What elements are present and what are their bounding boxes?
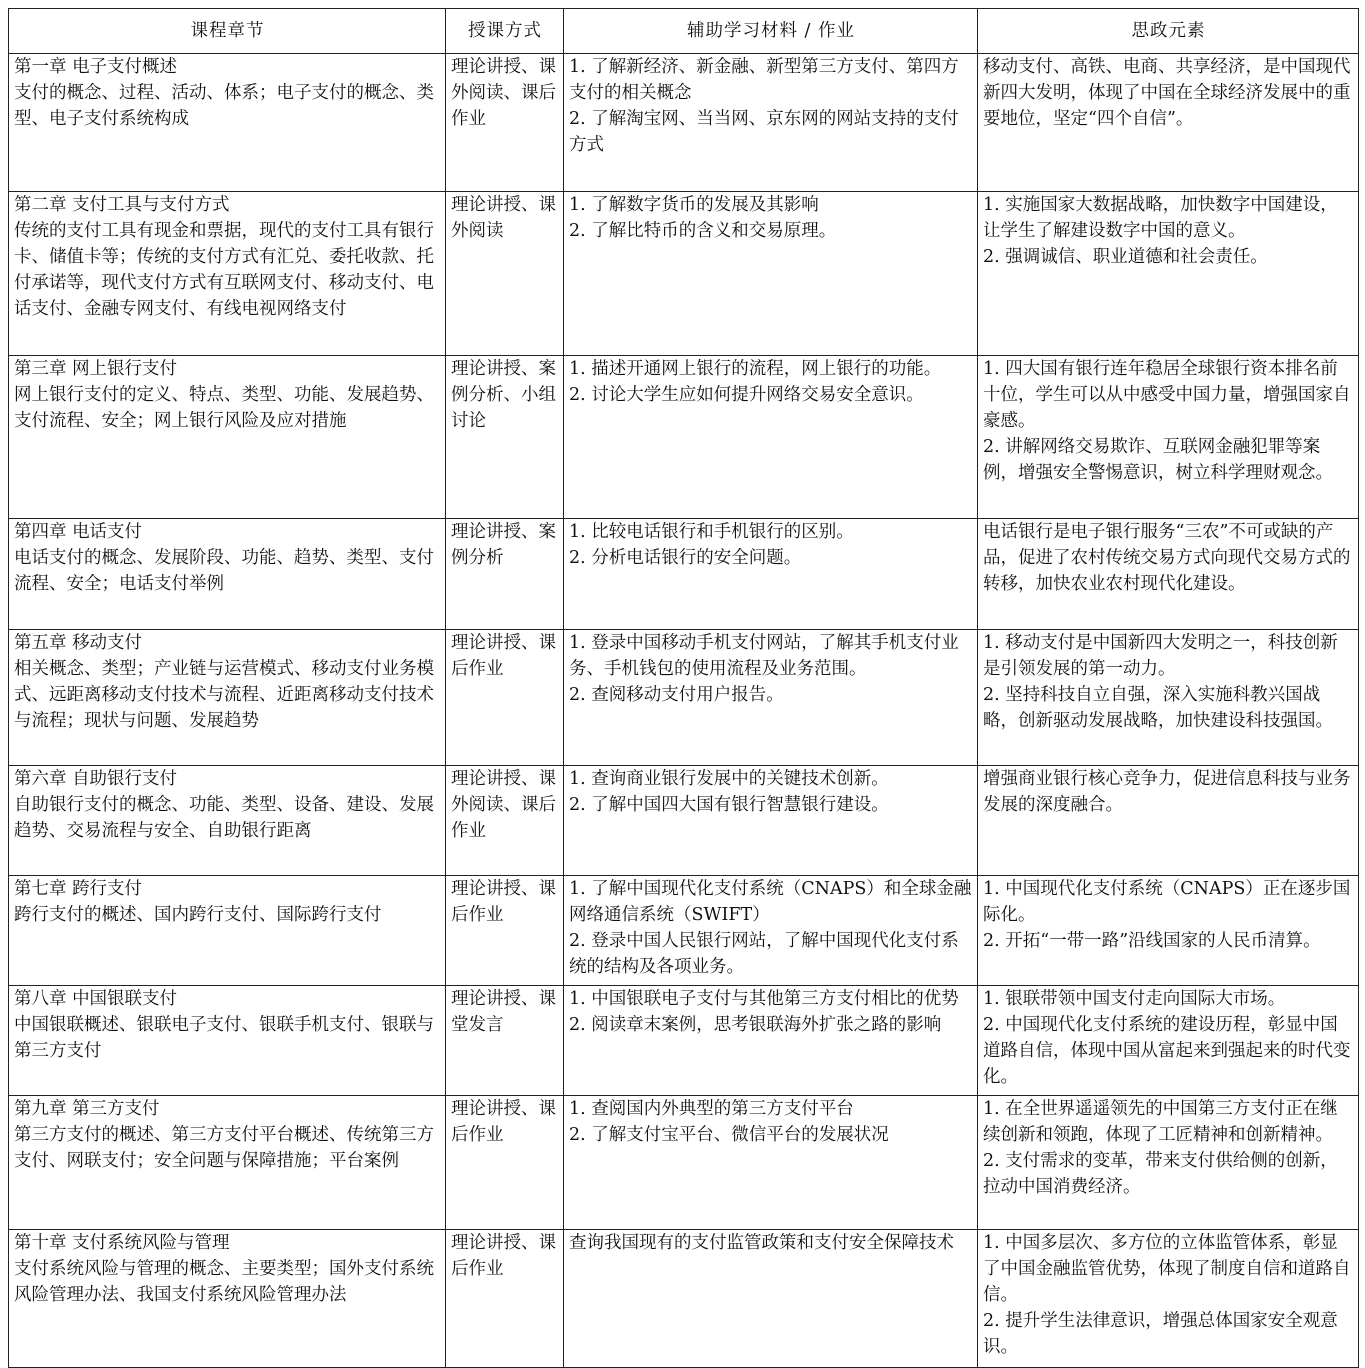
header-materials: 辅助学习材料 / 作业: [564, 9, 978, 54]
method-cell: 理论讲授、案例分析: [446, 519, 564, 630]
ideology-cell: [978, 766, 1359, 876]
chapter-desc: 网上银行支付的定义、特点、类型、功能、发展趋势、支付流程、安全；网上银行风险及应对措施: [14, 385, 434, 431]
chapter-cell: [9, 1230, 446, 1368]
ideology-cell: [978, 1230, 1359, 1368]
ideology-text: 1. 四大国有银行连年稳居全球银行资本排名前十位，学生可以从中感受中国力量，增强国家自豪感。 2. 讲解网络交易欺诈、互联网金融犯罪等案例，增强安全警惕意识，树立科学理财观念。: [983, 359, 1351, 483]
chapter-title: 第一章 电子支付概述: [14, 57, 178, 77]
ideology-cell: [978, 986, 1359, 1096]
materials-cell: [564, 986, 978, 1096]
method-cell: 理论讲授、课外阅读、课后作业: [446, 766, 564, 876]
ideology-text: 1. 中国多层次、多方位的立体监管体系，彰显了中国金融监管优势，体现了制度自信和道路自信。 2. 提升学生法律意识，增强总体国家安全观意识。: [983, 1233, 1351, 1357]
materials-cell: [564, 1230, 978, 1368]
chapter-desc: 跨行支付的概述、国内跨行支付、国际跨行支付: [14, 905, 382, 925]
table-row: [9, 54, 1359, 192]
chapter-cell: [9, 54, 446, 192]
ideology-cell: [978, 519, 1359, 630]
materials-cell: [564, 876, 978, 986]
ideology-cell: [978, 192, 1359, 356]
method-cell: 理论讲授、课后作业: [446, 630, 564, 766]
chapter-cell: [9, 356, 446, 519]
chapter-title: 第九章 第三方支付: [14, 1099, 160, 1119]
chapter-title: 第四章 电话支付: [14, 522, 143, 542]
table-row: [9, 766, 1359, 876]
method-cell: 理论讲授、课后作业: [446, 1230, 564, 1368]
materials-text: 1. 查阅国内外典型的第三方支付平台 2. 了解支付宝平台、微信平台的发展状况: [569, 1099, 889, 1145]
table-row: [9, 986, 1359, 1096]
chapter-desc: 第三方支付的概述、第三方支付平台概述、传统第三方支付、网联支付；安全问题与保障措施；平台案例: [14, 1125, 434, 1171]
method-cell: 理论讲授、课外阅读: [446, 192, 564, 356]
table-row: [9, 192, 1359, 356]
ideology-text: 1. 移动支付是中国新四大发明之一，科技创新是引领发展的第一动力。 2. 坚持科技自立自强，深入实施科教兴国战略，创新驱动发展战略，加快建设科技强国。: [983, 633, 1338, 731]
ideology-text: 1. 银联带领中国支付走向国际大市场。 2. 中国现代化支付系统的建设历程，彰显中国道路自信，体现中国从富起来到强起来的时代变化。: [983, 989, 1351, 1087]
method-cell: 理论讲授、课外阅读、课后作业: [446, 54, 564, 192]
materials-cell: [564, 192, 978, 356]
table-row: [9, 356, 1359, 519]
chapter-desc: 电话支付的概念、发展阶段、功能、趋势、类型、支付流程、安全；电话支付举例: [14, 548, 434, 594]
chapter-title: 第七章 跨行支付: [14, 879, 143, 899]
chapter-cell: [9, 876, 446, 986]
materials-cell: [564, 54, 978, 192]
materials-cell: [564, 519, 978, 630]
ideology-text: 1. 实施国家大数据战略，加快数字中国建设，让学生了解建设数字中国的意义。 2. 强调诚信、职业道德和社会责任。: [983, 195, 1338, 267]
materials-text: 1. 比较电话银行和手机银行的区别。 2. 分析电话银行的安全问题。: [569, 522, 854, 568]
header-ideology: 思政元素: [978, 9, 1359, 54]
table-row: [9, 519, 1359, 630]
materials-text: 1. 了解数字货币的发展及其影响 2. 了解比特币的含义和交易原理。: [569, 195, 837, 241]
chapter-cell: [9, 192, 446, 356]
table-row: [9, 876, 1359, 986]
chapter-cell: [9, 1096, 446, 1230]
chapter-desc: 支付系统风险与管理的概念、主要类型；国外支付系统风险管理办法、我国支付系统风险管理办法: [14, 1259, 434, 1305]
ideology-text: 1. 在全世界遥遥领先的中国第三方支付正在继续创新和领跑，体现了工匠精神和创新精神。 2. 支付需求的变革，带来支付供给侧的创新，拉动中国消费经济。: [983, 1099, 1338, 1197]
chapter-desc: 传统的支付工具有现金和票据，现代的支付工具有银行卡、储值卡等；传统的支付方式有汇兑、委托收款、托付承诺等，现代支付方式有互联网支付、移动支付、电话支付、金融专网支付、有线电视网络支付: [14, 221, 434, 319]
method-cell: 理论讲授、课后作业: [446, 1096, 564, 1230]
table-row: [9, 630, 1359, 766]
ideology-text: 增强商业银行核心竞争力，促进信息科技与业务发展的深度融合。: [983, 769, 1351, 815]
materials-cell: [564, 766, 978, 876]
chapter-cell: [9, 766, 446, 876]
chapter-cell: [9, 630, 446, 766]
chapter-desc: 自助银行支付的概念、功能、类型、设备、建设、发展趋势、交易流程与安全、自助银行距离: [14, 795, 434, 841]
table-row: [9, 1230, 1359, 1368]
materials-text: 1. 查询商业银行发展中的关键技术创新。 2. 了解中国四大国有银行智慧银行建设。: [569, 769, 889, 815]
chapter-title: 第十章 支付系统风险与管理: [14, 1233, 230, 1253]
course-table: [8, 8, 1359, 1368]
materials-text: 1. 了解新经济、新金融、新型第三方支付、第四方支付的相关概念 2. 了解淘宝网、当当网、京东网的网站支持的支付方式: [569, 57, 959, 155]
method-cell: 理论讲授、课堂发言: [446, 986, 564, 1096]
chapter-desc: 支付的概念、过程、活动、体系；电子支付的概念、类型、电子支付系统构成: [14, 83, 434, 129]
materials-text: 1. 中国银联电子支付与其他第三方支付相比的优势 2. 阅读章末案例，思考银联海外扩张之路的影响: [569, 989, 959, 1035]
materials-text: 1. 描述开通网上银行的流程，网上银行的功能。 2. 讨论大学生应如何提升网络交易安全意识。: [569, 359, 942, 405]
chapter-title: 第八章 中国银联支付: [14, 989, 178, 1009]
materials-text: 1. 登录中国移动手机支付网站，了解其手机支付业务、手机钱包的使用流程及业务范围。 2. 查阅移动支付用户报告。: [569, 633, 959, 705]
ideology-cell: [978, 54, 1359, 192]
ideology-text: 1. 中国现代化支付系统（CNAPS）正在逐步国际化。 2. 开拓“一带一路”沿线国家的人民币清算。: [983, 879, 1351, 951]
chapter-desc: 中国银联概述、银联电子支付、银联手机支付、银联与第三方支付: [14, 1015, 434, 1061]
chapter-title: 第五章 移动支付: [14, 633, 143, 653]
header-chapter: 课程章节: [9, 9, 446, 54]
course-table-page: [8, 8, 1358, 1358]
ideology-cell: [978, 356, 1359, 519]
ideology-text: 电话银行是电子银行服务“三农”不可或缺的产品，促进了农村传统交易方式向现代交易方式的转移，加快农业农村现代化建设。: [983, 522, 1351, 594]
method-cell: 理论讲授、课后作业: [446, 876, 564, 986]
chapter-cell: [9, 986, 446, 1096]
chapter-desc: 相关概念、类型；产业链与运营模式、移动支付业务模式、远距离移动支付技术与流程、近距离移动支付技术与流程；现状与问题、发展趋势: [14, 659, 434, 731]
table-row: [9, 1096, 1359, 1230]
ideology-cell: [978, 1096, 1359, 1230]
materials-cell: [564, 1096, 978, 1230]
ideology-cell: [978, 876, 1359, 986]
chapter-title: 第六章 自助银行支付: [14, 769, 178, 789]
header-row: [9, 9, 1359, 54]
ideology-cell: [978, 630, 1359, 766]
materials-text: 查询我国现有的支付监管政策和支付安全保障技术: [569, 1233, 954, 1253]
header-method: 授课方式: [446, 9, 564, 54]
chapter-title: 第三章 网上银行支付: [14, 359, 178, 379]
materials-text: 1. 了解中国现代化支付系统（CNAPS）和全球金融网络通信系统（SWIFT） 2. 登录中国人民银行网站，了解中国现代化支付系统的结构及各项业务。: [569, 879, 972, 977]
materials-cell: [564, 630, 978, 766]
method-cell: 理论讲授、案例分析、小组讨论: [446, 356, 564, 519]
chapter-title: 第二章 支付工具与支付方式: [14, 195, 230, 215]
chapter-cell: [9, 519, 446, 630]
ideology-text: 移动支付、高铁、电商、共享经济，是中国现代新四大发明，体现了中国在全球经济发展中的重要地位，坚定“四个自信”。: [983, 57, 1351, 129]
materials-cell: [564, 356, 978, 519]
